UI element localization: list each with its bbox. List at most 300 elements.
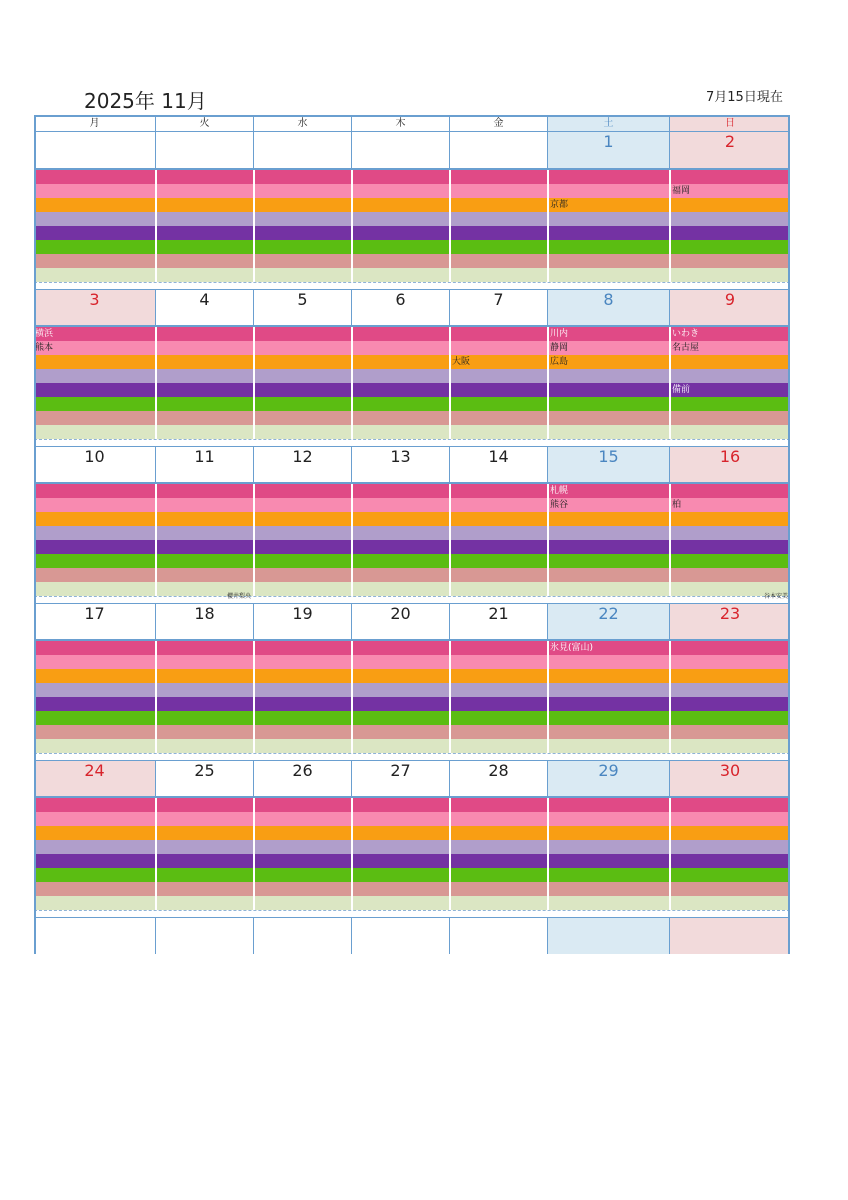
band-cell[interactable] (547, 512, 669, 526)
band-cell[interactable] (34, 226, 155, 240)
memo-cell[interactable] (155, 780, 253, 796)
band-cell[interactable] (449, 683, 547, 697)
memo-cell[interactable] (155, 152, 253, 168)
memo-cell[interactable] (351, 309, 449, 325)
day-cell[interactable] (253, 761, 351, 780)
band-cell[interactable] (155, 840, 253, 854)
band-cell[interactable] (669, 798, 790, 812)
band-cell[interactable] (351, 582, 449, 596)
band-cell[interactable] (449, 697, 547, 711)
band-cell[interactable] (253, 198, 351, 212)
band-cell[interactable] (351, 268, 449, 282)
day-cell[interactable] (669, 290, 790, 309)
day-cell[interactable] (669, 593, 790, 623)
band-cell[interactable] (351, 826, 449, 840)
band-cell[interactable] (253, 826, 351, 840)
band-cell[interactable] (449, 568, 547, 582)
band-cell[interactable] (547, 254, 669, 268)
band-cell[interactable] (34, 840, 155, 854)
band-cell[interactable] (449, 582, 547, 596)
band-cell[interactable] (449, 840, 547, 854)
band-cell[interactable] (34, 240, 155, 254)
band-cell[interactable] (669, 341, 790, 355)
band-cell[interactable] (34, 254, 155, 268)
band-cell[interactable] (34, 198, 155, 212)
day-cell[interactable] (449, 761, 547, 780)
band-cell[interactable] (34, 170, 155, 184)
day-cell[interactable] (669, 132, 790, 152)
band-cell[interactable] (669, 226, 790, 240)
memo-cell[interactable] (449, 623, 547, 639)
band-cell[interactable] (155, 526, 253, 540)
band-cell[interactable] (253, 641, 351, 655)
band-cell[interactable] (669, 355, 790, 369)
band-cell[interactable] (34, 697, 155, 711)
band-cell[interactable] (34, 725, 155, 739)
band-cell[interactable] (253, 882, 351, 896)
band-cell[interactable] (253, 655, 351, 669)
band-cell[interactable] (351, 711, 449, 725)
day-cell[interactable] (351, 290, 449, 309)
band-cell[interactable] (351, 540, 449, 554)
band-cell[interactable] (351, 327, 449, 341)
band-cell[interactable] (34, 554, 155, 568)
band-cell[interactable] (351, 896, 449, 910)
band-cell[interactable] (449, 655, 547, 669)
memo-cell[interactable] (449, 918, 547, 954)
day-cell[interactable] (449, 447, 547, 466)
memo-cell[interactable] (34, 918, 155, 954)
band-cell[interactable] (547, 582, 669, 596)
band-cell[interactable] (34, 425, 155, 439)
band-cell[interactable] (253, 697, 351, 711)
band-cell[interactable] (155, 641, 253, 655)
band-cell[interactable] (34, 327, 155, 341)
memo-cell[interactable] (253, 309, 351, 325)
band-cell[interactable] (351, 512, 449, 526)
band-cell[interactable] (253, 854, 351, 868)
band-cell[interactable] (547, 383, 669, 397)
memo-cell[interactable] (34, 152, 155, 168)
memo-cell[interactable] (155, 466, 253, 482)
band-cell[interactable] (449, 725, 547, 739)
band-cell[interactable] (253, 896, 351, 910)
band-cell[interactable] (155, 669, 253, 683)
band-cell[interactable] (253, 170, 351, 184)
band-cell[interactable] (34, 411, 155, 425)
band-cell[interactable] (155, 512, 253, 526)
band-cell[interactable] (547, 170, 669, 184)
band-cell[interactable] (155, 739, 253, 753)
band-cell[interactable] (547, 798, 669, 812)
band-cell[interactable] (547, 739, 669, 753)
band-cell[interactable] (351, 170, 449, 184)
band-cell[interactable] (669, 669, 790, 683)
band-cell[interactable] (547, 425, 669, 439)
band-cell[interactable] (155, 369, 253, 383)
band-cell[interactable] (669, 526, 790, 540)
band-cell[interactable] (669, 711, 790, 725)
band-cell[interactable] (155, 655, 253, 669)
band-cell[interactable] (253, 240, 351, 254)
band-cell[interactable] (155, 540, 253, 554)
memo-cell[interactable] (351, 780, 449, 796)
band-cell[interactable] (34, 484, 155, 498)
band-cell[interactable] (155, 882, 253, 896)
band-cell[interactable] (253, 484, 351, 498)
band-cell[interactable] (34, 268, 155, 282)
band-cell[interactable] (669, 512, 790, 526)
band-cell[interactable] (547, 697, 669, 711)
band-cell[interactable] (34, 383, 155, 397)
memo-cell[interactable] (547, 780, 669, 796)
band-cell[interactable] (34, 896, 155, 910)
band-cell[interactable] (351, 369, 449, 383)
day-cell[interactable] (34, 290, 155, 309)
band-cell[interactable] (351, 198, 449, 212)
band-cell[interactable] (155, 826, 253, 840)
band-cell[interactable] (547, 369, 669, 383)
band-cell[interactable] (351, 526, 449, 540)
memo-cell[interactable] (669, 780, 790, 796)
band-cell[interactable] (34, 798, 155, 812)
band-cell[interactable] (669, 697, 790, 711)
band-cell[interactable] (547, 268, 669, 282)
band-cell[interactable] (547, 896, 669, 910)
band-cell[interactable] (669, 498, 790, 512)
band-cell[interactable] (449, 512, 547, 526)
band-cell[interactable] (547, 240, 669, 254)
band-cell[interactable] (34, 655, 155, 669)
band-cell[interactable] (351, 669, 449, 683)
band-cell[interactable] (253, 411, 351, 425)
band-cell[interactable] (669, 198, 790, 212)
band-cell[interactable] (449, 411, 547, 425)
memo-cell[interactable] (34, 623, 155, 639)
band-cell[interactable] (253, 669, 351, 683)
band-cell[interactable] (34, 184, 155, 198)
band-cell[interactable] (155, 355, 253, 369)
band-cell[interactable] (669, 739, 790, 753)
band-cell[interactable] (351, 882, 449, 896)
day-cell[interactable] (449, 604, 547, 623)
band-cell[interactable] (34, 683, 155, 697)
band-cell[interactable] (669, 854, 790, 868)
band-cell[interactable] (34, 669, 155, 683)
memo-cell[interactable] (351, 152, 449, 168)
band-cell[interactable] (351, 739, 449, 753)
band-cell[interactable] (351, 355, 449, 369)
band-cell[interactable] (155, 896, 253, 910)
memo-cell[interactable] (253, 918, 351, 954)
day-cell[interactable] (547, 761, 669, 780)
band-cell[interactable] (253, 425, 351, 439)
band-cell[interactable] (253, 512, 351, 526)
band-cell[interactable] (449, 641, 547, 655)
band-cell[interactable] (155, 498, 253, 512)
band-cell[interactable] (547, 812, 669, 826)
band-cell[interactable] (547, 669, 669, 683)
band-cell[interactable] (351, 798, 449, 812)
memo-cell[interactable] (547, 309, 669, 325)
day-cell[interactable] (449, 132, 547, 152)
band-cell[interactable] (34, 582, 155, 596)
band-cell[interactable] (253, 369, 351, 383)
band-cell[interactable] (449, 240, 547, 254)
band-cell[interactable] (449, 369, 547, 383)
band-cell[interactable] (351, 484, 449, 498)
band-cell[interactable] (155, 812, 253, 826)
band-cell[interactable] (34, 711, 155, 725)
band-cell[interactable] (351, 568, 449, 582)
band-cell[interactable] (351, 655, 449, 669)
memo-cell[interactable] (34, 780, 155, 796)
band-cell[interactable] (34, 355, 155, 369)
band-cell[interactable] (449, 554, 547, 568)
band-cell[interactable] (449, 425, 547, 439)
band-cell[interactable] (449, 896, 547, 910)
band-cell[interactable] (449, 739, 547, 753)
memo-cell[interactable] (449, 309, 547, 325)
band-cell[interactable] (351, 498, 449, 512)
band-cell[interactable] (34, 397, 155, 411)
band-cell[interactable] (351, 868, 449, 882)
band-cell[interactable] (547, 184, 669, 198)
band-cell[interactable] (547, 711, 669, 725)
band-cell[interactable] (669, 240, 790, 254)
band-cell[interactable] (669, 554, 790, 568)
memo-cell[interactable] (351, 918, 449, 954)
day-cell[interactable] (253, 290, 351, 309)
band-cell[interactable] (253, 268, 351, 282)
band-cell[interactable] (155, 198, 253, 212)
memo-cell[interactable] (547, 466, 669, 482)
band-cell[interactable] (155, 327, 253, 341)
band-cell[interactable] (449, 540, 547, 554)
band-cell[interactable] (449, 170, 547, 184)
band-cell[interactable] (547, 840, 669, 854)
band-cell[interactable] (547, 526, 669, 540)
day-cell[interactable] (547, 290, 669, 309)
day-cell[interactable] (34, 132, 155, 152)
band-cell[interactable] (351, 683, 449, 697)
band-cell[interactable] (351, 854, 449, 868)
band-cell[interactable] (547, 341, 669, 355)
band-cell[interactable] (253, 798, 351, 812)
band-cell[interactable] (155, 484, 253, 498)
band-cell[interactable] (449, 868, 547, 882)
band-cell[interactable] (351, 697, 449, 711)
band-cell[interactable] (669, 641, 790, 655)
band-cell[interactable] (547, 397, 669, 411)
band-cell[interactable] (547, 868, 669, 882)
band-cell[interactable] (449, 669, 547, 683)
band-cell[interactable] (669, 425, 790, 439)
band-cell[interactable] (253, 383, 351, 397)
memo-cell[interactable] (669, 309, 790, 325)
day-cell[interactable] (547, 447, 669, 466)
day-cell[interactable] (155, 132, 253, 152)
band-cell[interactable] (155, 397, 253, 411)
day-cell[interactable] (34, 604, 155, 623)
band-cell[interactable] (155, 554, 253, 568)
band-cell[interactable] (669, 411, 790, 425)
day-cell[interactable] (351, 761, 449, 780)
band-cell[interactable] (669, 568, 790, 582)
band-cell[interactable] (253, 254, 351, 268)
band-cell[interactable] (669, 868, 790, 882)
band-cell[interactable] (253, 568, 351, 582)
band-cell[interactable] (253, 739, 351, 753)
band-cell[interactable] (669, 170, 790, 184)
band-cell[interactable] (253, 711, 351, 725)
band-cell[interactable] (155, 868, 253, 882)
band-cell[interactable] (547, 226, 669, 240)
band-cell[interactable] (547, 683, 669, 697)
band-cell[interactable] (449, 882, 547, 896)
band-cell[interactable] (449, 498, 547, 512)
band-cell[interactable] (34, 526, 155, 540)
band-cell[interactable] (155, 711, 253, 725)
memo-cell[interactable] (547, 623, 669, 639)
memo-cell[interactable] (155, 309, 253, 325)
band-cell[interactable] (155, 226, 253, 240)
band-cell[interactable] (253, 397, 351, 411)
band-cell[interactable] (449, 327, 547, 341)
band-cell[interactable] (449, 526, 547, 540)
band-cell[interactable] (449, 711, 547, 725)
band-cell[interactable] (547, 327, 669, 341)
band-cell[interactable] (155, 697, 253, 711)
day-cell[interactable] (449, 290, 547, 309)
band-cell[interactable] (449, 854, 547, 868)
band-cell[interactable] (253, 498, 351, 512)
band-cell[interactable] (351, 226, 449, 240)
band-cell[interactable] (449, 198, 547, 212)
band-cell[interactable] (351, 812, 449, 826)
band-cell[interactable] (155, 268, 253, 282)
band-cell[interactable] (253, 341, 351, 355)
band-cell[interactable] (449, 226, 547, 240)
band-cell[interactable] (669, 383, 790, 397)
band-cell[interactable] (669, 655, 790, 669)
band-cell[interactable] (34, 826, 155, 840)
band-cell[interactable] (155, 341, 253, 355)
band-cell[interactable] (547, 641, 669, 655)
band-cell[interactable] (669, 397, 790, 411)
band-cell[interactable] (351, 840, 449, 854)
band-cell[interactable] (669, 896, 790, 910)
band-cell[interactable] (449, 812, 547, 826)
day-cell[interactable] (351, 132, 449, 152)
band-cell[interactable] (253, 554, 351, 568)
band-cell[interactable] (547, 568, 669, 582)
band-cell[interactable] (351, 341, 449, 355)
memo-cell[interactable] (253, 152, 351, 168)
band-cell[interactable] (253, 355, 351, 369)
memo-cell[interactable] (253, 623, 351, 639)
band-cell[interactable] (547, 198, 669, 212)
memo-cell[interactable] (449, 152, 547, 168)
band-cell[interactable] (34, 868, 155, 882)
band-cell[interactable] (449, 212, 547, 226)
band-cell[interactable] (155, 254, 253, 268)
band-cell[interactable] (34, 568, 155, 582)
band-cell[interactable] (351, 254, 449, 268)
band-cell[interactable] (253, 526, 351, 540)
day-cell[interactable] (155, 290, 253, 309)
band-cell[interactable] (253, 327, 351, 341)
band-cell[interactable] (155, 683, 253, 697)
band-cell[interactable] (253, 184, 351, 198)
memo-cell[interactable] (351, 466, 449, 482)
band-cell[interactable] (351, 411, 449, 425)
memo-cell[interactable] (253, 780, 351, 796)
band-cell[interactable] (34, 212, 155, 226)
band-cell[interactable] (669, 254, 790, 268)
day-cell[interactable] (253, 604, 351, 623)
band-cell[interactable] (155, 425, 253, 439)
band-cell[interactable] (155, 854, 253, 868)
memo-cell[interactable] (669, 466, 790, 482)
band-cell[interactable] (449, 826, 547, 840)
band-cell[interactable] (34, 641, 155, 655)
band-cell[interactable] (34, 512, 155, 526)
band-cell[interactable] (449, 798, 547, 812)
band-cell[interactable] (669, 268, 790, 282)
day-cell[interactable] (547, 132, 669, 152)
band-cell[interactable] (547, 484, 669, 498)
band-cell[interactable] (253, 582, 351, 596)
band-cell[interactable] (669, 683, 790, 697)
memo-cell[interactable] (449, 466, 547, 482)
band-cell[interactable] (155, 170, 253, 184)
band-cell[interactable] (351, 184, 449, 198)
band-cell[interactable] (547, 882, 669, 896)
band-cell[interactable] (669, 840, 790, 854)
band-cell[interactable] (449, 184, 547, 198)
band-cell[interactable] (449, 268, 547, 282)
band-cell[interactable] (547, 854, 669, 868)
memo-cell[interactable] (34, 466, 155, 482)
band-cell[interactable] (34, 812, 155, 826)
band-cell[interactable] (253, 725, 351, 739)
band-cell[interactable] (351, 212, 449, 226)
day-cell[interactable] (155, 593, 253, 623)
day-cell[interactable] (547, 604, 669, 623)
band-cell[interactable] (449, 397, 547, 411)
band-cell[interactable] (669, 812, 790, 826)
band-cell[interactable] (669, 540, 790, 554)
band-cell[interactable] (669, 212, 790, 226)
day-cell[interactable] (669, 761, 790, 780)
band-cell[interactable] (669, 725, 790, 739)
band-cell[interactable] (34, 540, 155, 554)
band-cell[interactable] (351, 641, 449, 655)
memo-cell[interactable] (669, 623, 790, 639)
band-cell[interactable] (669, 369, 790, 383)
band-cell[interactable] (351, 725, 449, 739)
band-cell[interactable] (34, 854, 155, 868)
band-cell[interactable] (547, 355, 669, 369)
band-cell[interactable] (155, 383, 253, 397)
band-cell[interactable] (155, 568, 253, 582)
day-cell[interactable] (253, 447, 351, 466)
band-cell[interactable] (253, 812, 351, 826)
day-cell[interactable] (155, 761, 253, 780)
day-cell[interactable] (34, 761, 155, 780)
memo-cell[interactable] (34, 309, 155, 325)
